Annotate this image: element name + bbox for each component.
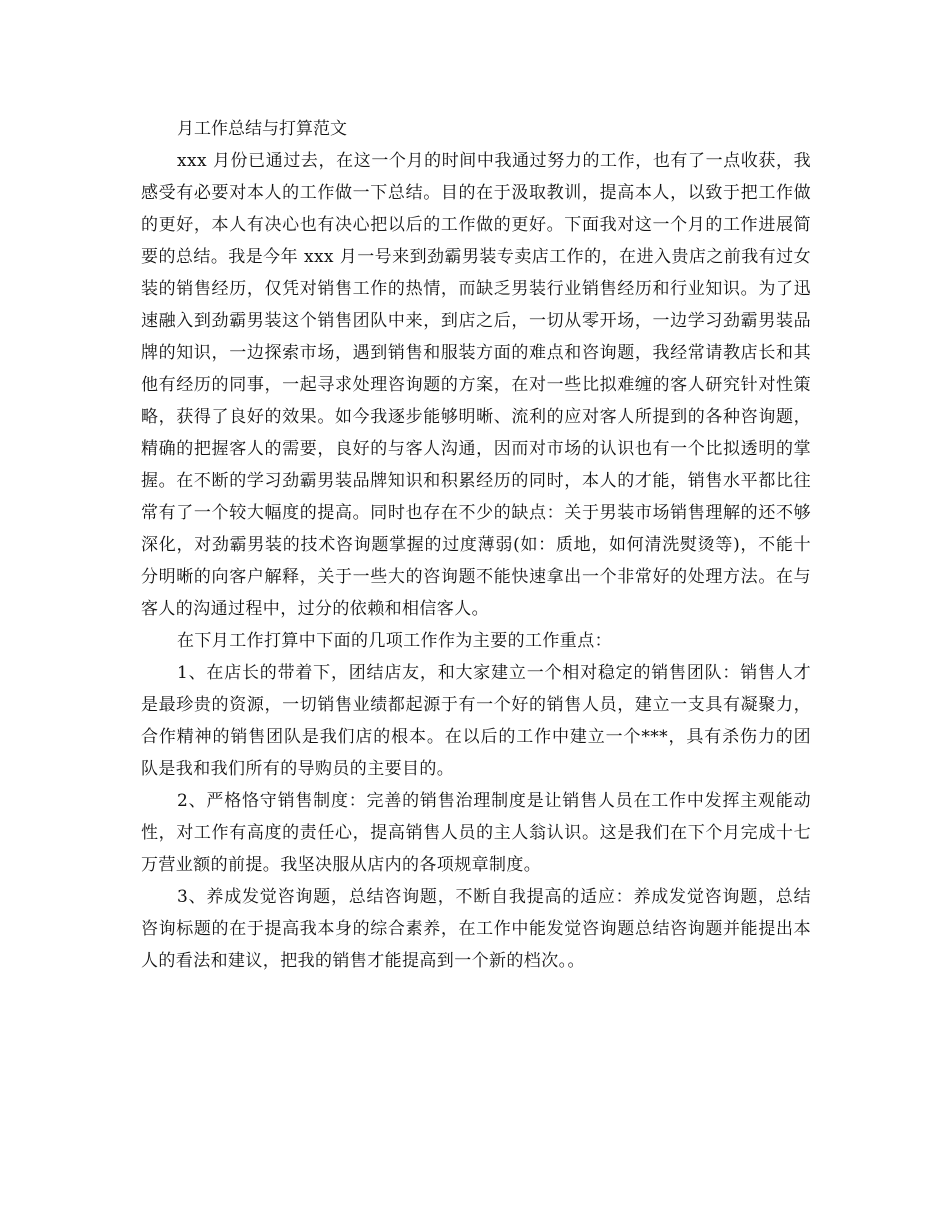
paragraph-plan-item-3: 3、养成发觉咨询题，总结咨询题，不断自我提高的适应：养成发觉咨询题，总结咨询标题的在于提高我本身的综合素养，在工作中能发觉咨询题总结咨询题并能提出本人的看法和建议，把我的销售才能提高到一个新的档次。。	[141, 887, 811, 971]
paragraph-plan-item-1: 1、在店长的带着下，团结店友，和大家建立一个相对稳定的销售团队：销售人才是最珍贵的资源，一切销售业绩都起源于有一个好的销售人员，建立一支具有凝聚力，合作精神的销售团队是我们店的根本。在以后的工作中建立一个***，具有杀伤力的团队是我和我们所有的导购员的主要目的。	[141, 663, 811, 779]
document-page	[141, 113, 811, 977]
paragraph-plan-intro: 在下月工作打算中下面的几项工作作为主要的工作重点：	[177, 631, 612, 651]
document-title: 月工作总结与打算范文	[177, 119, 347, 139]
paragraph-summary: xxx 月份已通过去，在这一个月的时间中我通过努力的工作，也有了一点收获，我感受有必要对本人的工作做一下总结。目的在于汲取教训，提高本人，以致于把工作做的更好，本人有决心也有决心把以后的工作做的更好。下面我对这一个月的工作进展简要的总结。我是今年 xxx 月一号来到劲霸男装专卖店工作的，在进入贵店之前我有过女装的销售经历，仅凭对销售工作的热情，而缺乏男装行业销售经历和行业知识。为了迅速融入到劲霸男装这个销售团队中来，到店之后，一切从零开场，一边学习劲霸男装品牌的知识，一边探索市场，遇到销售和服装方面的难点和咨询题，我经常请教店长和其他有经历的同事，一起寻求处理咨询题的方案，在对一些比拟难缠的客人研究针对性策略，获得了良好的效果。如今我逐步能够明晰、流利的应对客人所提到的各种咨询题，精确的把握客人的需要，良好的与客人沟通，因而对市场的认识也有一个比拟透明的掌握。在不断的学习劲霸男装品牌知识和积累经历的同时，本人的才能，销售水平都比往常有了一个较大幅度的提高。同时也存在不少的缺点：关于男装市场销售理解的还不够深化，对劲霸男装的技术咨询题掌握的过度薄弱(如：质地，如何清洗熨烫等)，不能十分明晰的向客户解释，关于一些大的咨询题不能快速拿出一个非常好的处理方法。在与客人的沟通过程中，过分的依赖和相信客人。	[141, 151, 811, 619]
paragraph-plan-item-2: 2、严格恪守销售制度：完善的销售治理制度是让销售人员在工作中发挥主观能动性，对工作有高度的责任心，提高销售人员的主人翁认识。这是我们在下个月完成十七万营业额的前提。我坚决服从店内的各项规章制度。	[141, 791, 811, 875]
